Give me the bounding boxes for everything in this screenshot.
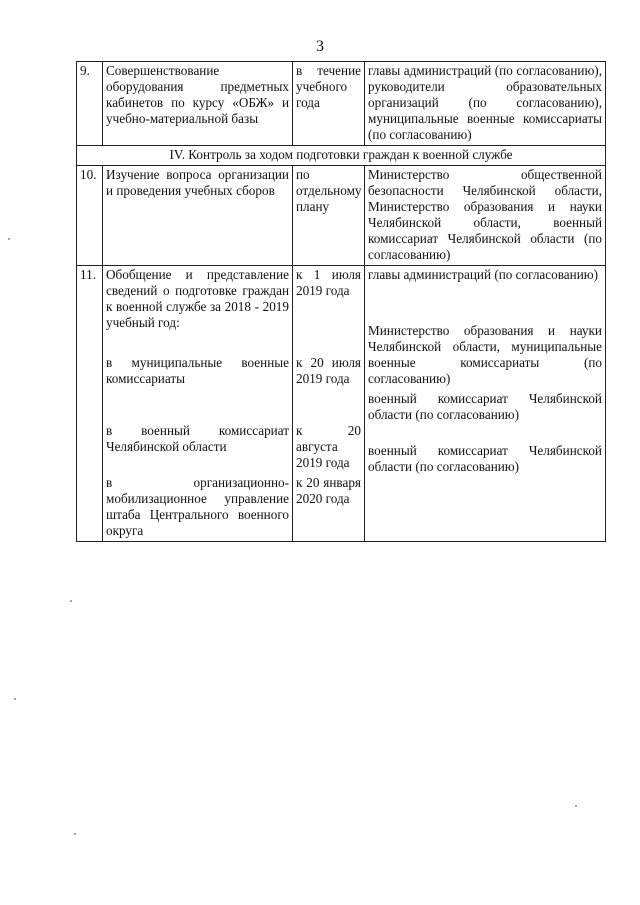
row-number: 11. xyxy=(77,266,103,542)
term-cell: по отдельному плану xyxy=(293,166,365,266)
subitem-term: к 20 августа 2019 года xyxy=(296,423,361,470)
subitem-responsible: военный комиссариат Челябинской области (по согласованию) xyxy=(368,391,602,422)
scan-speck xyxy=(8,238,10,240)
activity-cell xyxy=(103,266,293,542)
section-heading: IV. Контроль за ходом подготовки граждан к военной службе xyxy=(77,146,606,166)
subitem-activity: в муниципальные военные комиссариаты xyxy=(106,355,289,386)
plan-table xyxy=(76,61,606,542)
table-row xyxy=(77,166,606,266)
scan-speck xyxy=(70,600,72,602)
row-number: 10. xyxy=(77,166,103,266)
section-heading-row xyxy=(77,146,606,166)
activity-text: Обобщение и представление сведений о подготовке граждан к военной службе за 2018 - 2019 учебный год: xyxy=(106,267,289,330)
responsible-cell xyxy=(365,266,606,542)
scan-speck xyxy=(74,833,76,835)
term-cell xyxy=(293,266,365,542)
activity-cell: Изучение вопроса организации и проведения учебных сборов xyxy=(103,166,293,266)
responsible-text: главы администраций (по согласованию) xyxy=(368,267,599,282)
subitem-activity: в организационно-мобилизационное управление штаба Центрального военного округа xyxy=(106,475,289,538)
row-number: 9. xyxy=(77,62,103,146)
table-row xyxy=(77,62,606,146)
subitem-activity: в военный комиссариат Челябинской области xyxy=(106,423,289,454)
responsible-cell: главы администраций (по согласованию), руководители образовательных организаций (по согласованию), муниципальные военные комиссариаты (по согласованию) xyxy=(365,62,606,146)
scan-speck xyxy=(14,698,16,700)
responsible-cell: Министерство общественной безопасности Челябинской области, Министерство образования и науки Челябинской области, военный комиссариат Челябинской области (по согласованию) xyxy=(365,166,606,266)
term-text: к 1 июля 2019 года xyxy=(296,267,361,298)
activity-cell: Совершенствование оборудования предметных кабинетов по курсу «ОБЖ» и учебно-материальной базы xyxy=(103,62,293,146)
subitem-term: к 20 января 2020 года xyxy=(296,475,361,506)
subitem-term: к 20 июля 2019 года xyxy=(296,355,361,386)
subitem-responsible: Министерство образования и науки Челябинской области, муниципальные военные комиссариаты (по согласованию) xyxy=(368,323,602,386)
page-number: 3 xyxy=(316,38,324,55)
subitem-responsible: военный комиссариат Челябинской области (по согласованию) xyxy=(368,443,602,474)
table-row xyxy=(77,266,606,542)
term-cell: в течение учебного года xyxy=(293,62,365,146)
scan-speck xyxy=(575,805,577,807)
